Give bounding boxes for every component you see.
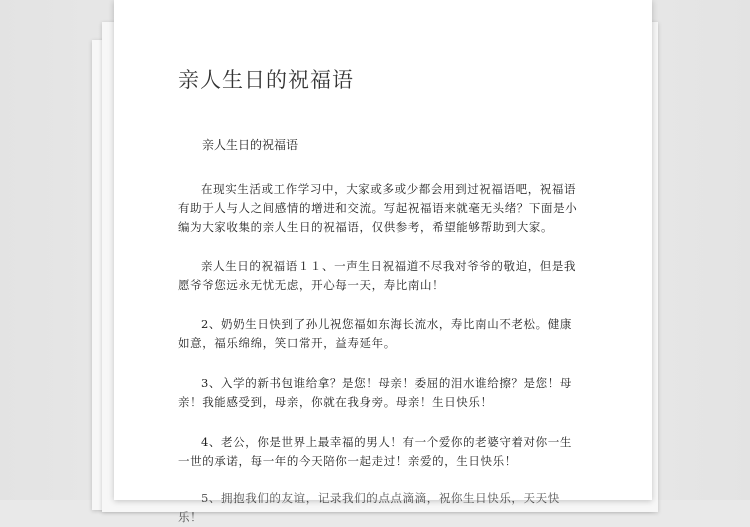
paragraph-wish-2: 2、奶奶生日快到了孙儿祝您福如东海长流水，寿比南山不老松。健康如意，福乐绵绵，笑口常开，益寿延年。 [178, 317, 572, 350]
paragraph-wish-4: 4、老公，你是世界上最幸福的男人！有一个爱你的老婆守着对你一生一世的承诺，每一年的今天陪你一起走过！亲爱的，生日快乐！ [178, 435, 572, 468]
document-subtitle: 亲人生日的祝福语 [202, 138, 299, 152]
paragraph-wish-3: 3、入学的新书包谁给拿？是您！母亲！委屈的泪水谁给擦？是您！母亲！我能感受到，母亲，你就在我身旁。母亲！生日快乐！ [178, 376, 572, 409]
paragraph-wish-5: 5、拥抱我们的友谊，记录我们的点点滴滴，祝你生日快乐，天天快乐！ [178, 491, 560, 524]
paragraph-wish-1: 亲人生日的祝福语１１、一声生日祝福道不尽我对爷爷的敬迫，但是我愿爷爷您远永无忧无虑，开心每一天，寿比南山！ [178, 259, 577, 292]
document-title: 亲人生日的祝福语 [178, 68, 354, 92]
document-page [114, 0, 652, 524]
paragraph-intro: 在现实生活或工作学习中，大家或多或少都会用到过祝福语吧，祝福语有助于人与人之间感情的增进和交流。写起祝福语来就毫无头绪？下面是小编为大家收集的亲人生日的祝福语，仅供参考，希望能够帮助到大家。 [178, 182, 578, 234]
